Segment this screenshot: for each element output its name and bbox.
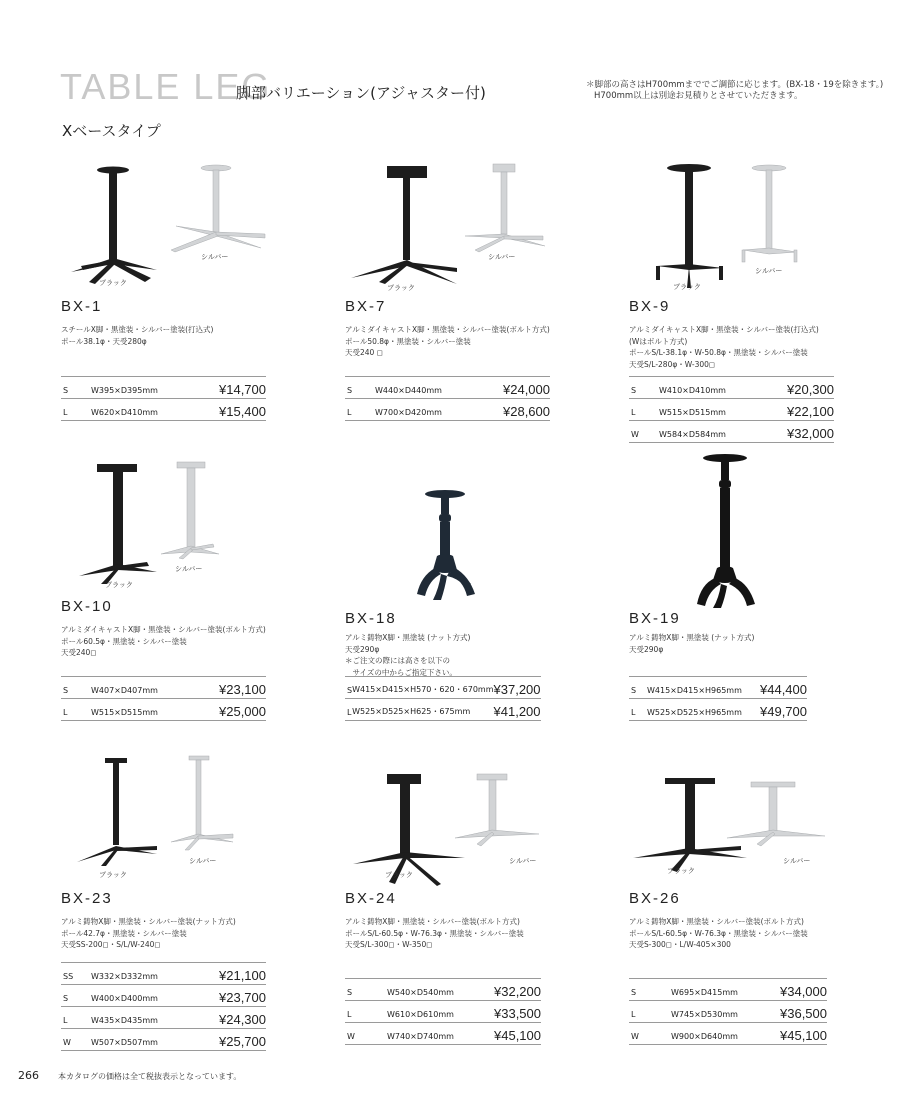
dimensions-cell: W900×D640mm bbox=[671, 1023, 763, 1045]
product-code: BX-1 bbox=[61, 298, 103, 315]
size-cell: W bbox=[629, 421, 659, 443]
product-image-bx-18 bbox=[345, 468, 550, 608]
spec-row bbox=[345, 399, 550, 421]
dimensions-cell: W610×D610mm bbox=[387, 1001, 477, 1023]
description-line: 天受290φ bbox=[345, 644, 380, 654]
size-cell: L bbox=[629, 699, 647, 721]
price-cell: ¥36,500 bbox=[763, 1001, 827, 1023]
product-description bbox=[345, 632, 470, 678]
product-description bbox=[61, 916, 236, 951]
spec-row bbox=[345, 699, 541, 721]
description-line: ポールS/L-60.5φ・W-76.3φ・黒塗装・シルバー塗装 bbox=[629, 928, 808, 938]
description-line: ＊ご注文の際には高さを以下の bbox=[345, 656, 450, 665]
description-line: ポールS/L-60.5φ・W-76.3φ・黒塗装・シルバー塗装 bbox=[345, 928, 524, 938]
dimensions-cell: W415×D415×H570・620・670mm bbox=[352, 677, 493, 699]
page-number: 266 bbox=[18, 1069, 39, 1082]
size-cell: S bbox=[629, 979, 671, 1001]
description-line: アルミダイキャストX脚・黒塗装・シルバー塗装(ボルト方式) bbox=[61, 625, 266, 634]
label-silver: シルバー bbox=[755, 267, 783, 275]
description-line: アルミ鋳物X脚・黒塗装・シルバー塗装(ボルト方式) bbox=[629, 917, 804, 926]
label-black: ブラック bbox=[385, 871, 413, 879]
product-image-bx-10 bbox=[61, 458, 266, 598]
dimensions-cell: W332×D332mm bbox=[91, 963, 194, 985]
silver-leg-image bbox=[171, 165, 265, 252]
dimensions-cell: W745×D530mm bbox=[671, 1001, 763, 1023]
product-code: BX-7 bbox=[345, 298, 387, 315]
spec-row bbox=[629, 979, 827, 1001]
dimensions-cell: W400×D400mm bbox=[91, 985, 194, 1007]
description-line: アルミダイキャストX脚・黒塗装・シルバー塗装(打込式) bbox=[629, 325, 819, 334]
price-cell: ¥41,200 bbox=[494, 699, 541, 721]
price-cell: ¥28,600 bbox=[478, 399, 550, 421]
size-cell: S bbox=[61, 377, 91, 399]
label-black: ブラック bbox=[387, 284, 415, 292]
product-image-bx-7 bbox=[345, 158, 550, 298]
height-note-line-1: ＊脚部の高さはH700mmまででご調節に応じます。(BX-18・19を除きます。) bbox=[586, 80, 884, 90]
price-cell: ¥45,100 bbox=[477, 1023, 541, 1045]
price-cell: ¥15,400 bbox=[194, 399, 266, 421]
dimensions-cell: W440×D440mm bbox=[375, 377, 478, 399]
spec-row bbox=[629, 399, 834, 421]
price-cell: ¥24,300 bbox=[194, 1007, 266, 1029]
dimensions-cell: W740×D740mm bbox=[387, 1023, 477, 1045]
description-line: 天受S/L-300◻・W-350◻ bbox=[345, 940, 433, 949]
size-cell: L bbox=[61, 1007, 91, 1029]
description-line: ポールS/L-38.1φ・W-50.8φ・黒塗装・シルバー塗装 bbox=[629, 348, 808, 357]
spec-row bbox=[61, 699, 266, 721]
price-cell: ¥33,500 bbox=[477, 1001, 541, 1023]
size-cell: S bbox=[345, 677, 352, 699]
size-cell: L bbox=[345, 1001, 387, 1023]
product-description bbox=[345, 324, 550, 359]
dimensions-cell: W410×D410mm bbox=[659, 377, 762, 399]
description-line: (Wはボルト方式) bbox=[629, 336, 688, 346]
dimensions-cell: W700×D420mm bbox=[375, 399, 478, 421]
description-line: アルミ鋳物X脚・黒塗装・シルバー塗装(ボルト方式) bbox=[345, 917, 520, 926]
spec-table bbox=[629, 676, 807, 721]
silver-leg-image bbox=[455, 774, 539, 846]
spec-row bbox=[629, 377, 834, 399]
size-cell: S bbox=[61, 677, 91, 699]
spec-table bbox=[345, 978, 541, 1045]
black-leg-image bbox=[351, 166, 457, 284]
dimensions-cell: W515×D515mm bbox=[91, 699, 194, 721]
description-line: 天受SS-200◻・S/L/W-240◻ bbox=[61, 940, 161, 949]
price-cell: ¥20,300 bbox=[762, 377, 834, 399]
description-line: 天受S-300◻・L/W-405×300 bbox=[629, 940, 731, 949]
size-cell: S bbox=[61, 985, 91, 1007]
label-silver: シルバー bbox=[201, 253, 229, 261]
price-cell: ¥45,100 bbox=[763, 1023, 827, 1045]
price-cell: ¥23,700 bbox=[194, 985, 266, 1007]
dimensions-cell: W507×D507mm bbox=[91, 1029, 194, 1051]
label-black: ブラック bbox=[99, 871, 127, 879]
dimensions-cell: W695×D415mm bbox=[671, 979, 763, 1001]
black-leg-image bbox=[633, 778, 747, 872]
silver-leg-image bbox=[727, 782, 825, 846]
product-description bbox=[345, 916, 524, 951]
label-black: ブラック bbox=[667, 867, 695, 875]
dimensions-cell: W435×D435mm bbox=[91, 1007, 194, 1029]
spec-row bbox=[61, 399, 266, 421]
size-cell: S bbox=[629, 377, 659, 399]
size-cell: L bbox=[345, 699, 352, 721]
spec-row bbox=[629, 1023, 827, 1045]
size-cell: L bbox=[345, 399, 375, 421]
size-cell: S bbox=[345, 377, 375, 399]
silver-leg-image bbox=[171, 756, 233, 850]
spec-table bbox=[61, 676, 266, 721]
size-cell: L bbox=[629, 1001, 671, 1023]
product-description bbox=[61, 324, 213, 347]
product-image-bx-9 bbox=[629, 158, 834, 298]
product-image-bx-23 bbox=[61, 750, 266, 890]
description-line: 天受240◻ bbox=[61, 648, 97, 657]
black-leg-image bbox=[697, 454, 755, 608]
silver-leg-image bbox=[161, 462, 219, 559]
size-cell: S bbox=[629, 677, 647, 699]
height-note-line-2: H700mm以上は別途お見積りとさせていただきます。 bbox=[594, 91, 803, 101]
price-cell: ¥23,100 bbox=[194, 677, 266, 699]
section-title: Xベースタイプ bbox=[62, 122, 161, 140]
silver-leg-image bbox=[465, 164, 545, 252]
price-cell: ¥32,000 bbox=[762, 421, 834, 443]
size-cell: L bbox=[61, 699, 91, 721]
size-cell: S bbox=[345, 979, 387, 1001]
product-code: BX-18 bbox=[345, 610, 397, 627]
dimensions-cell: W525×D525×H965mm bbox=[647, 699, 754, 721]
price-cell: ¥21,100 bbox=[194, 963, 266, 985]
spec-table bbox=[345, 376, 550, 421]
spec-row bbox=[629, 421, 834, 443]
label-silver: シルバー bbox=[189, 857, 217, 865]
product-image-bx-1 bbox=[61, 158, 266, 298]
description-line: アルミ鋳物X脚・黒塗装 (ナット方式) bbox=[629, 633, 755, 642]
page-title: TABLE LEG bbox=[60, 66, 272, 107]
page-subtitle: 脚部バリエーション(アジャスター付) bbox=[236, 84, 486, 102]
size-cell: W bbox=[345, 1023, 387, 1045]
spec-row bbox=[629, 699, 807, 721]
product-code: BX-26 bbox=[629, 890, 681, 907]
label-silver: シルバー bbox=[488, 253, 516, 261]
product-code: BX-19 bbox=[629, 610, 681, 627]
spec-table bbox=[629, 978, 827, 1045]
size-cell: L bbox=[61, 399, 91, 421]
description-line: サイズの中からご指定下さい。 bbox=[345, 667, 457, 677]
spec-row bbox=[345, 1023, 541, 1045]
spec-row bbox=[345, 1001, 541, 1023]
price-cell: ¥25,000 bbox=[194, 699, 266, 721]
product-image-bx-24 bbox=[345, 766, 550, 891]
label-silver: シルバー bbox=[509, 857, 537, 865]
label-black: ブラック bbox=[105, 581, 133, 589]
product-code: BX-23 bbox=[61, 890, 113, 907]
black-leg-image bbox=[417, 490, 475, 600]
spec-row bbox=[61, 1007, 266, 1029]
product-description bbox=[629, 324, 819, 370]
dimensions-cell: W407×D407mm bbox=[91, 677, 194, 699]
product-description bbox=[61, 624, 266, 659]
spec-row bbox=[345, 677, 541, 699]
label-black: ブラック bbox=[673, 283, 701, 291]
description-line: ポール60.5φ・黒塗装・シルバー塗装 bbox=[61, 636, 187, 646]
tax-note: 本カタログの価格は全て税抜表示となっています。 bbox=[58, 1072, 242, 1081]
price-cell: ¥32,200 bbox=[477, 979, 541, 1001]
spec-row bbox=[61, 377, 266, 399]
spec-table bbox=[345, 676, 541, 721]
dimensions-cell: W515×D515mm bbox=[659, 399, 762, 421]
product-code: BX-9 bbox=[629, 298, 671, 315]
price-cell: ¥24,000 bbox=[478, 377, 550, 399]
price-cell: ¥37,200 bbox=[494, 677, 541, 699]
spec-row bbox=[61, 677, 266, 699]
black-leg-image bbox=[656, 164, 723, 288]
description-line: ポール42.7φ・黒塗装・シルバー塗装 bbox=[61, 928, 187, 938]
black-leg-image bbox=[79, 464, 157, 584]
dimensions-cell: W620×D410mm bbox=[91, 399, 194, 421]
dimensions-cell: W415×D415×H965mm bbox=[647, 677, 754, 699]
label-silver: シルバー bbox=[175, 565, 203, 573]
black-leg-image bbox=[77, 758, 157, 866]
spec-row bbox=[61, 963, 266, 985]
spec-row bbox=[629, 1001, 827, 1023]
price-cell: ¥25,700 bbox=[194, 1029, 266, 1051]
spec-row bbox=[629, 677, 807, 699]
product-code: BX-24 bbox=[345, 890, 397, 907]
product-description bbox=[629, 632, 754, 655]
spec-row bbox=[345, 979, 541, 1001]
size-cell: W bbox=[629, 1023, 671, 1045]
size-cell: L bbox=[629, 399, 659, 421]
description-line: 天受290φ bbox=[629, 644, 664, 654]
description-line: 天受S/L-280φ・W-300◻ bbox=[629, 359, 716, 369]
description-line: アルミ鋳物X脚・黒塗装 (ナット方式) bbox=[345, 633, 471, 642]
price-cell: ¥49,700 bbox=[754, 699, 807, 721]
product-image-bx-26 bbox=[629, 766, 834, 891]
dimensions-cell: W584×D584mm bbox=[659, 421, 762, 443]
label-black: ブラック bbox=[99, 279, 127, 287]
product-description bbox=[629, 916, 808, 951]
price-cell: ¥14,700 bbox=[194, 377, 266, 399]
description-line: 天受240 ◻ bbox=[345, 348, 383, 357]
spec-table bbox=[61, 962, 266, 1051]
description-line: アルミ鋳物X脚・黒塗装・シルバー塗装(ナット方式) bbox=[61, 917, 236, 926]
spec-row bbox=[345, 377, 550, 399]
black-leg-image bbox=[71, 167, 157, 285]
label-silver: シルバー bbox=[783, 857, 811, 865]
spec-row bbox=[61, 985, 266, 1007]
size-cell: SS bbox=[61, 963, 91, 985]
price-cell: ¥34,000 bbox=[763, 979, 827, 1001]
price-cell: ¥44,400 bbox=[754, 677, 807, 699]
product-image-bx-19 bbox=[629, 452, 834, 610]
description-line: ポール50.8φ・黒塗装・シルバー塗装 bbox=[345, 336, 471, 346]
dimensions-cell: W395×D395mm bbox=[91, 377, 194, 399]
silver-leg-image bbox=[742, 165, 797, 262]
description-line: ポール38.1φ・天受280φ bbox=[61, 336, 147, 346]
dimensions-cell: W540×D540mm bbox=[387, 979, 477, 1001]
spec-row bbox=[61, 1029, 266, 1051]
description-line: アルミダイキャストX脚・黒塗装・シルバー塗装(ボルト方式) bbox=[345, 325, 550, 334]
dimensions-cell: W525×D525×H625・675mm bbox=[352, 699, 493, 721]
size-cell: W bbox=[61, 1029, 91, 1051]
product-code: BX-10 bbox=[61, 598, 113, 615]
description-line: スチールX脚・黒塗装・シルバー塗装(打込式) bbox=[61, 325, 214, 334]
spec-table bbox=[629, 376, 834, 443]
spec-table bbox=[61, 376, 266, 421]
price-cell: ¥22,100 bbox=[762, 399, 834, 421]
height-note bbox=[586, 80, 883, 102]
